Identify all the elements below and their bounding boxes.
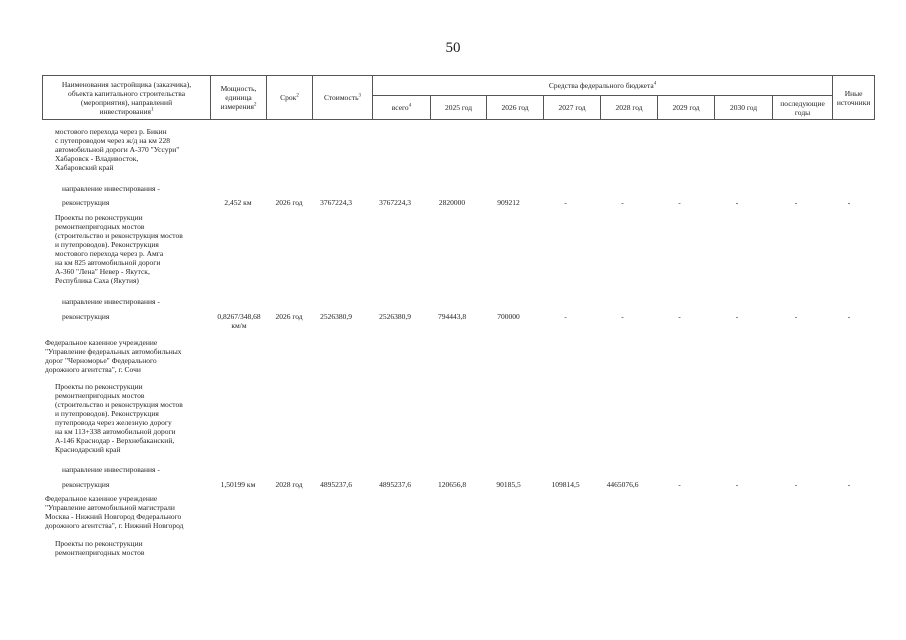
header-year-2027: 2027 год bbox=[544, 96, 601, 120]
krasnodar-2029: - bbox=[678, 480, 681, 489]
header-year-2028: 2028 год bbox=[601, 96, 658, 120]
header-year-2029: 2029 год bbox=[658, 96, 715, 120]
bikin-2026: 909212 bbox=[497, 198, 520, 207]
krasnodar-2028: 4465076,6 bbox=[606, 480, 639, 489]
amga-term: 2026 год bbox=[275, 312, 303, 321]
amga-cost: 2526380,9 bbox=[320, 312, 352, 321]
bikin-other: - bbox=[847, 198, 851, 207]
amga-label: реконструкция bbox=[62, 312, 110, 321]
krasnodar-other: - bbox=[847, 480, 851, 489]
header-later-years: последующие годы bbox=[773, 96, 833, 120]
krasnodar-cost: 4895237,6 bbox=[320, 480, 352, 489]
bikin-2027: - bbox=[564, 198, 567, 207]
krasnodar-2026: 90185,5 bbox=[496, 480, 521, 489]
bikin-2029: - bbox=[678, 198, 681, 207]
krasnodar-description: Проекты по реконструкции ремонтнепригодных мостов (строительство и реконструкция мостов и путепроводов). Реконструкция путепровода через железную дорогу на км 113+338 автомобильной дороги А-146 Краснодар - Верхнебаканский, Краснодарский край bbox=[55, 382, 183, 454]
chernomorye-agency: Федеральное казенное учреждение "Управление федеральных автомобильных дорог "Черноморье" Федерального дорожного агентства", г. Сочи bbox=[45, 338, 182, 374]
header-name: Наименования застройщика (заказчика), объекта капитального строительства (мероприятия), направлений инвестирования$^1$ bbox=[43, 76, 211, 120]
krasnodar-direction: направление инвестирования - bbox=[62, 465, 160, 474]
amga-later: - bbox=[794, 312, 798, 321]
amga-capacity: 0,8267/348,68 км/м bbox=[217, 312, 261, 330]
bikin-later: - bbox=[794, 198, 798, 207]
bikin-cost: 3767224,3 bbox=[320, 198, 352, 207]
bikin-label: реконструкция bbox=[62, 198, 110, 207]
bikin-capacity: 2,452 км bbox=[224, 198, 252, 207]
amga-direction: направление инвестирования - bbox=[62, 297, 160, 306]
krasnodar-term: 2028 год bbox=[275, 480, 303, 489]
amga-2029: - bbox=[678, 312, 681, 321]
bikin-direction: направление инвестирования - bbox=[62, 184, 160, 193]
bikin-total: 3767224,3 bbox=[379, 198, 411, 207]
bikin-2028: - bbox=[621, 198, 624, 207]
amga-2027: - bbox=[564, 312, 567, 321]
krasnodar-later: - bbox=[794, 480, 798, 489]
amga-description: Проекты по реконструкции ремонтнепригодных мостов (строительство и реконструкция мостов и путепроводов). Реконструкция мостового перехода через р. Амга на км 825 автомобильной дороги А-360 "Лена" Невер - Якутск, Республика Саха (Якутия) bbox=[55, 213, 183, 285]
krasnodar-2025: 120656,8 bbox=[437, 480, 467, 489]
header-capacity: Мощность, единица измерения$^2$ bbox=[211, 76, 267, 120]
krasnodar-capacity: 1,50199 км bbox=[220, 480, 256, 489]
header-term: Срок$^2$ bbox=[267, 76, 313, 120]
header-year-2025: 2025 год bbox=[431, 96, 487, 120]
bikin-term: 2026 год bbox=[275, 198, 303, 207]
header-year-2026: 2026 год bbox=[487, 96, 544, 120]
bikin-2025: 2820000 bbox=[438, 198, 466, 207]
projects-tail-description: Проекты по реконструкции ремонтнепригодных мостов bbox=[55, 539, 145, 557]
bikin-description: мостового перехода через р. Бикин с путепроводом через ж/д на км 228 автомобильной дороги А-370 "Уссури" Хабаровск - Владивосток, Хабаровский край bbox=[55, 127, 180, 172]
krasnodar-2030: - bbox=[735, 480, 739, 489]
header-year-2030: 2030 год bbox=[715, 96, 773, 120]
header-federal-budget: Средства федерального бюджета$^4$ bbox=[373, 76, 833, 96]
bikin-2030: - bbox=[735, 198, 739, 207]
page-number: 50 bbox=[445, 40, 461, 56]
header-cost: Стоимость$^3$ bbox=[313, 76, 373, 120]
amga-2026: 700000 bbox=[497, 312, 520, 321]
amga-2028: - bbox=[621, 312, 624, 321]
krasnodar-2027: 109814,5 bbox=[551, 480, 580, 489]
krasnodar-label: реконструкция bbox=[62, 480, 110, 489]
krasnodar-total: 4895237,6 bbox=[379, 480, 411, 489]
amga-total: 2526380,9 bbox=[379, 312, 411, 321]
header-other-sources: Иные источники bbox=[833, 76, 875, 120]
moscow-nn-agency: Федеральное казенное учреждение "Управление автомобильной магистрали Москва - Нижний Новгород Федерального дорожного агентства", г. Нижний Новгород bbox=[45, 494, 184, 530]
header-total: всего$^4$ bbox=[373, 96, 431, 120]
amga-other: - bbox=[847, 312, 851, 321]
amga-2030: - bbox=[735, 312, 739, 321]
amga-2025: 794443,8 bbox=[437, 312, 467, 321]
table-header bbox=[42, 75, 875, 120]
